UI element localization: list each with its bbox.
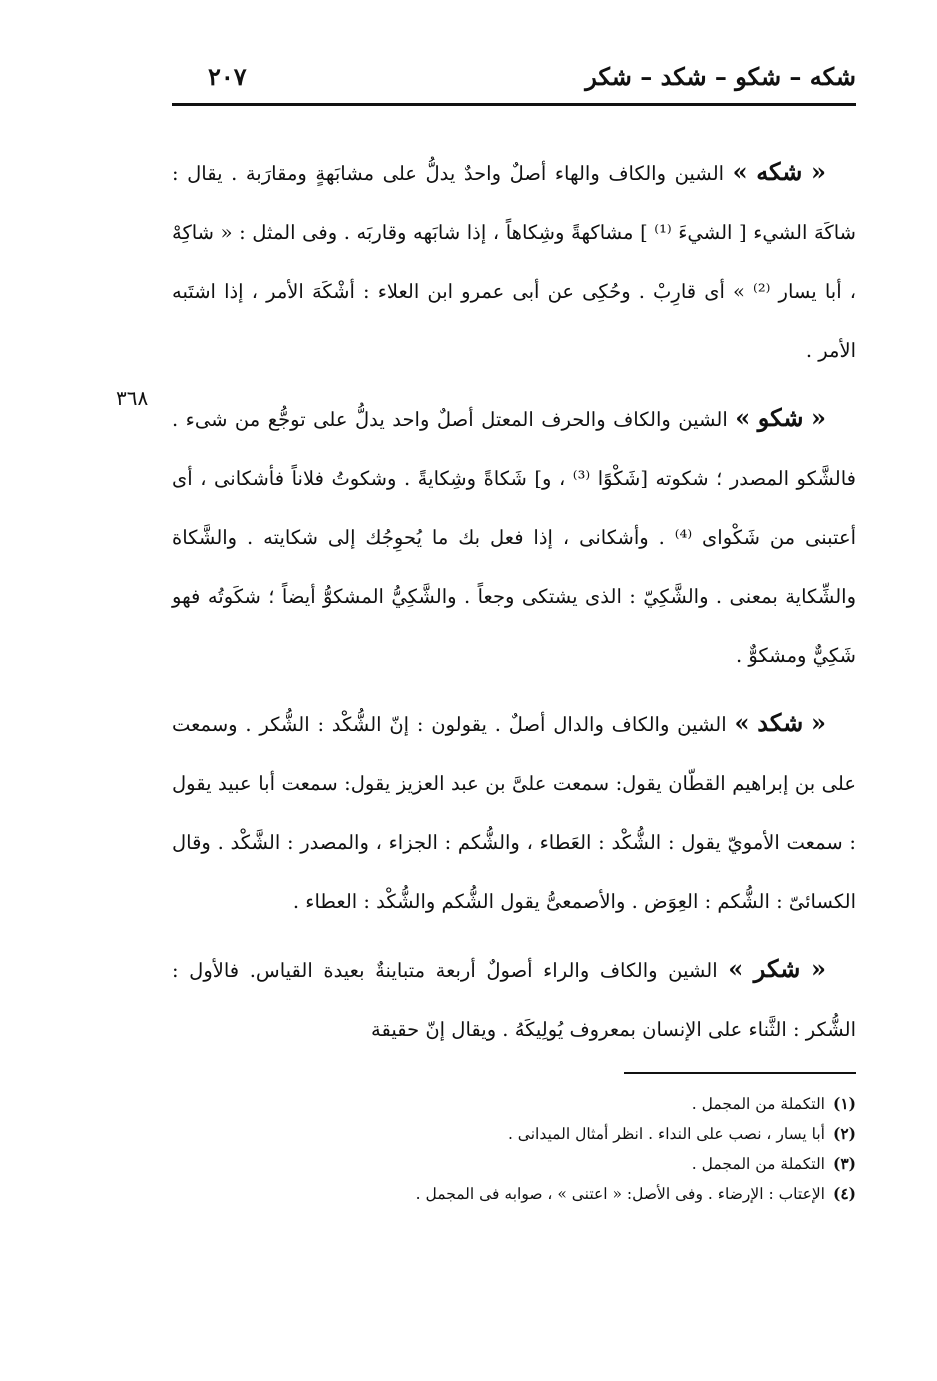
footnote-text: أبا يسار ، نصب على النداء . انظر أمثال الميدانى . (507, 1125, 825, 1143)
headword: شكه (756, 157, 803, 186)
footnote (300, 1089, 856, 1119)
entry-text: الشين والكاف والهاء أصلٌ واحدٌ يدلُّ على مشابَهةٍ ومقارَبة . يقال : شاكَهَ الشيء [ الشيءَ ⁽¹⁾ ] مشاكهةً وشِكاهاً ، إذا شابَهه وقاربَه . وفى المثل : « شاكِهْ ، أبا يسار ⁽²⁾ » أى قارِبْ . وحُكِى عن أبى عمرو ابن العلاء : أشْكَهَ الأمر ، إذا اشتَبه الأمر . (172, 162, 857, 362)
headword: شكد (757, 708, 804, 737)
footnote-number: (٢) (832, 1124, 856, 1143)
headword: شكر (753, 954, 801, 983)
entry-text: الشين والكاف والحرف المعتل أصلٌ واحد يدلُّ على توجُّع من شىء . فالشَّكو المصدر ؛ شكوته [شَكْوًا ⁽³⁾ ، و] شَكاةً وشِكايةً . وشكوتُ فلاناً فأشكانى ، أى أعتبنى من شَكْواى ⁽⁴⁾ . وأشكانى ، إذا فعل بك ما يُحوِجُك إلى شكايته . والشَّكاة والشِّكاية بمعنى . والشَّكِيّ : الذى يشتكى وجعاً . والشَّكِيُّ المشكوُّ أيضاً ؛ شكَوتُه فهو شَكِيٌّ ومشكوٌّ . (172, 408, 857, 667)
header-rule (172, 103, 856, 106)
footnote-text: التكملة من المجمل . (691, 1155, 825, 1173)
footnote-text: الإعتاب : الإرضاء . وفى الأصل: « اعتنى » ، صوابه فى المجمل . (415, 1185, 825, 1203)
close-bracket: » (735, 403, 751, 432)
footnote (300, 1149, 856, 1179)
close-bracket: » (728, 954, 744, 983)
margin-note: ٣٦٨ (116, 386, 149, 410)
footnote-rule (624, 1072, 856, 1074)
entry-shakd (172, 693, 856, 931)
footnote-text: التكملة من المجمل . (691, 1095, 825, 1113)
footnotes (300, 1089, 856, 1209)
entry-text: الشين والكاف والراء أصولٌ أربعة متباينةٌ بعيدة القياس. فالأول : الشُّكر : الثَّناء على الإنسان بمعروف يُولِيكَهُ . ويقال إنّ حقيقة (172, 959, 856, 1041)
open-bracket: « (811, 954, 826, 983)
running-title: شكه – شكو – شكد – شكر (585, 62, 856, 91)
footnote (300, 1179, 856, 1209)
page-number: ٢٠٧ (208, 62, 247, 91)
footnote-number: (٣) (832, 1154, 856, 1173)
close-bracket: » (732, 157, 748, 186)
close-bracket: » (734, 708, 750, 737)
entry-shakw (172, 388, 856, 685)
footnote-number: (٤) (832, 1184, 856, 1203)
open-bracket: « (810, 157, 826, 186)
main-text (172, 142, 856, 1067)
open-bracket: « (811, 708, 826, 737)
footnote (300, 1119, 856, 1149)
entry-shakr (172, 939, 856, 1059)
page-header (172, 62, 856, 102)
footnote-number: (١) (832, 1094, 856, 1113)
open-bracket: « (810, 403, 826, 432)
headword: شكو (757, 403, 804, 432)
entry-shakah (172, 142, 856, 380)
entry-text: الشين والكاف والدال أصلٌ . يقولون : إنّ الشُّكْد : الشُّكر . وسمعت على بن إبراهيم القطّان يقول: سمعت علىَّ بن عبد العزيز يقول: سمعت أبا عبيد يقول : سمعت الأمويّ يقول : الشُّكْد : العَطاء ، والشُّكم : الجزاء ، والمصدر : الشَّكْد . وقال الكسائىّ : الشُّكم : العِوَض . والأصمعىُّ يقول الشُّكم والشُّكْد : العطاء . (172, 713, 856, 913)
